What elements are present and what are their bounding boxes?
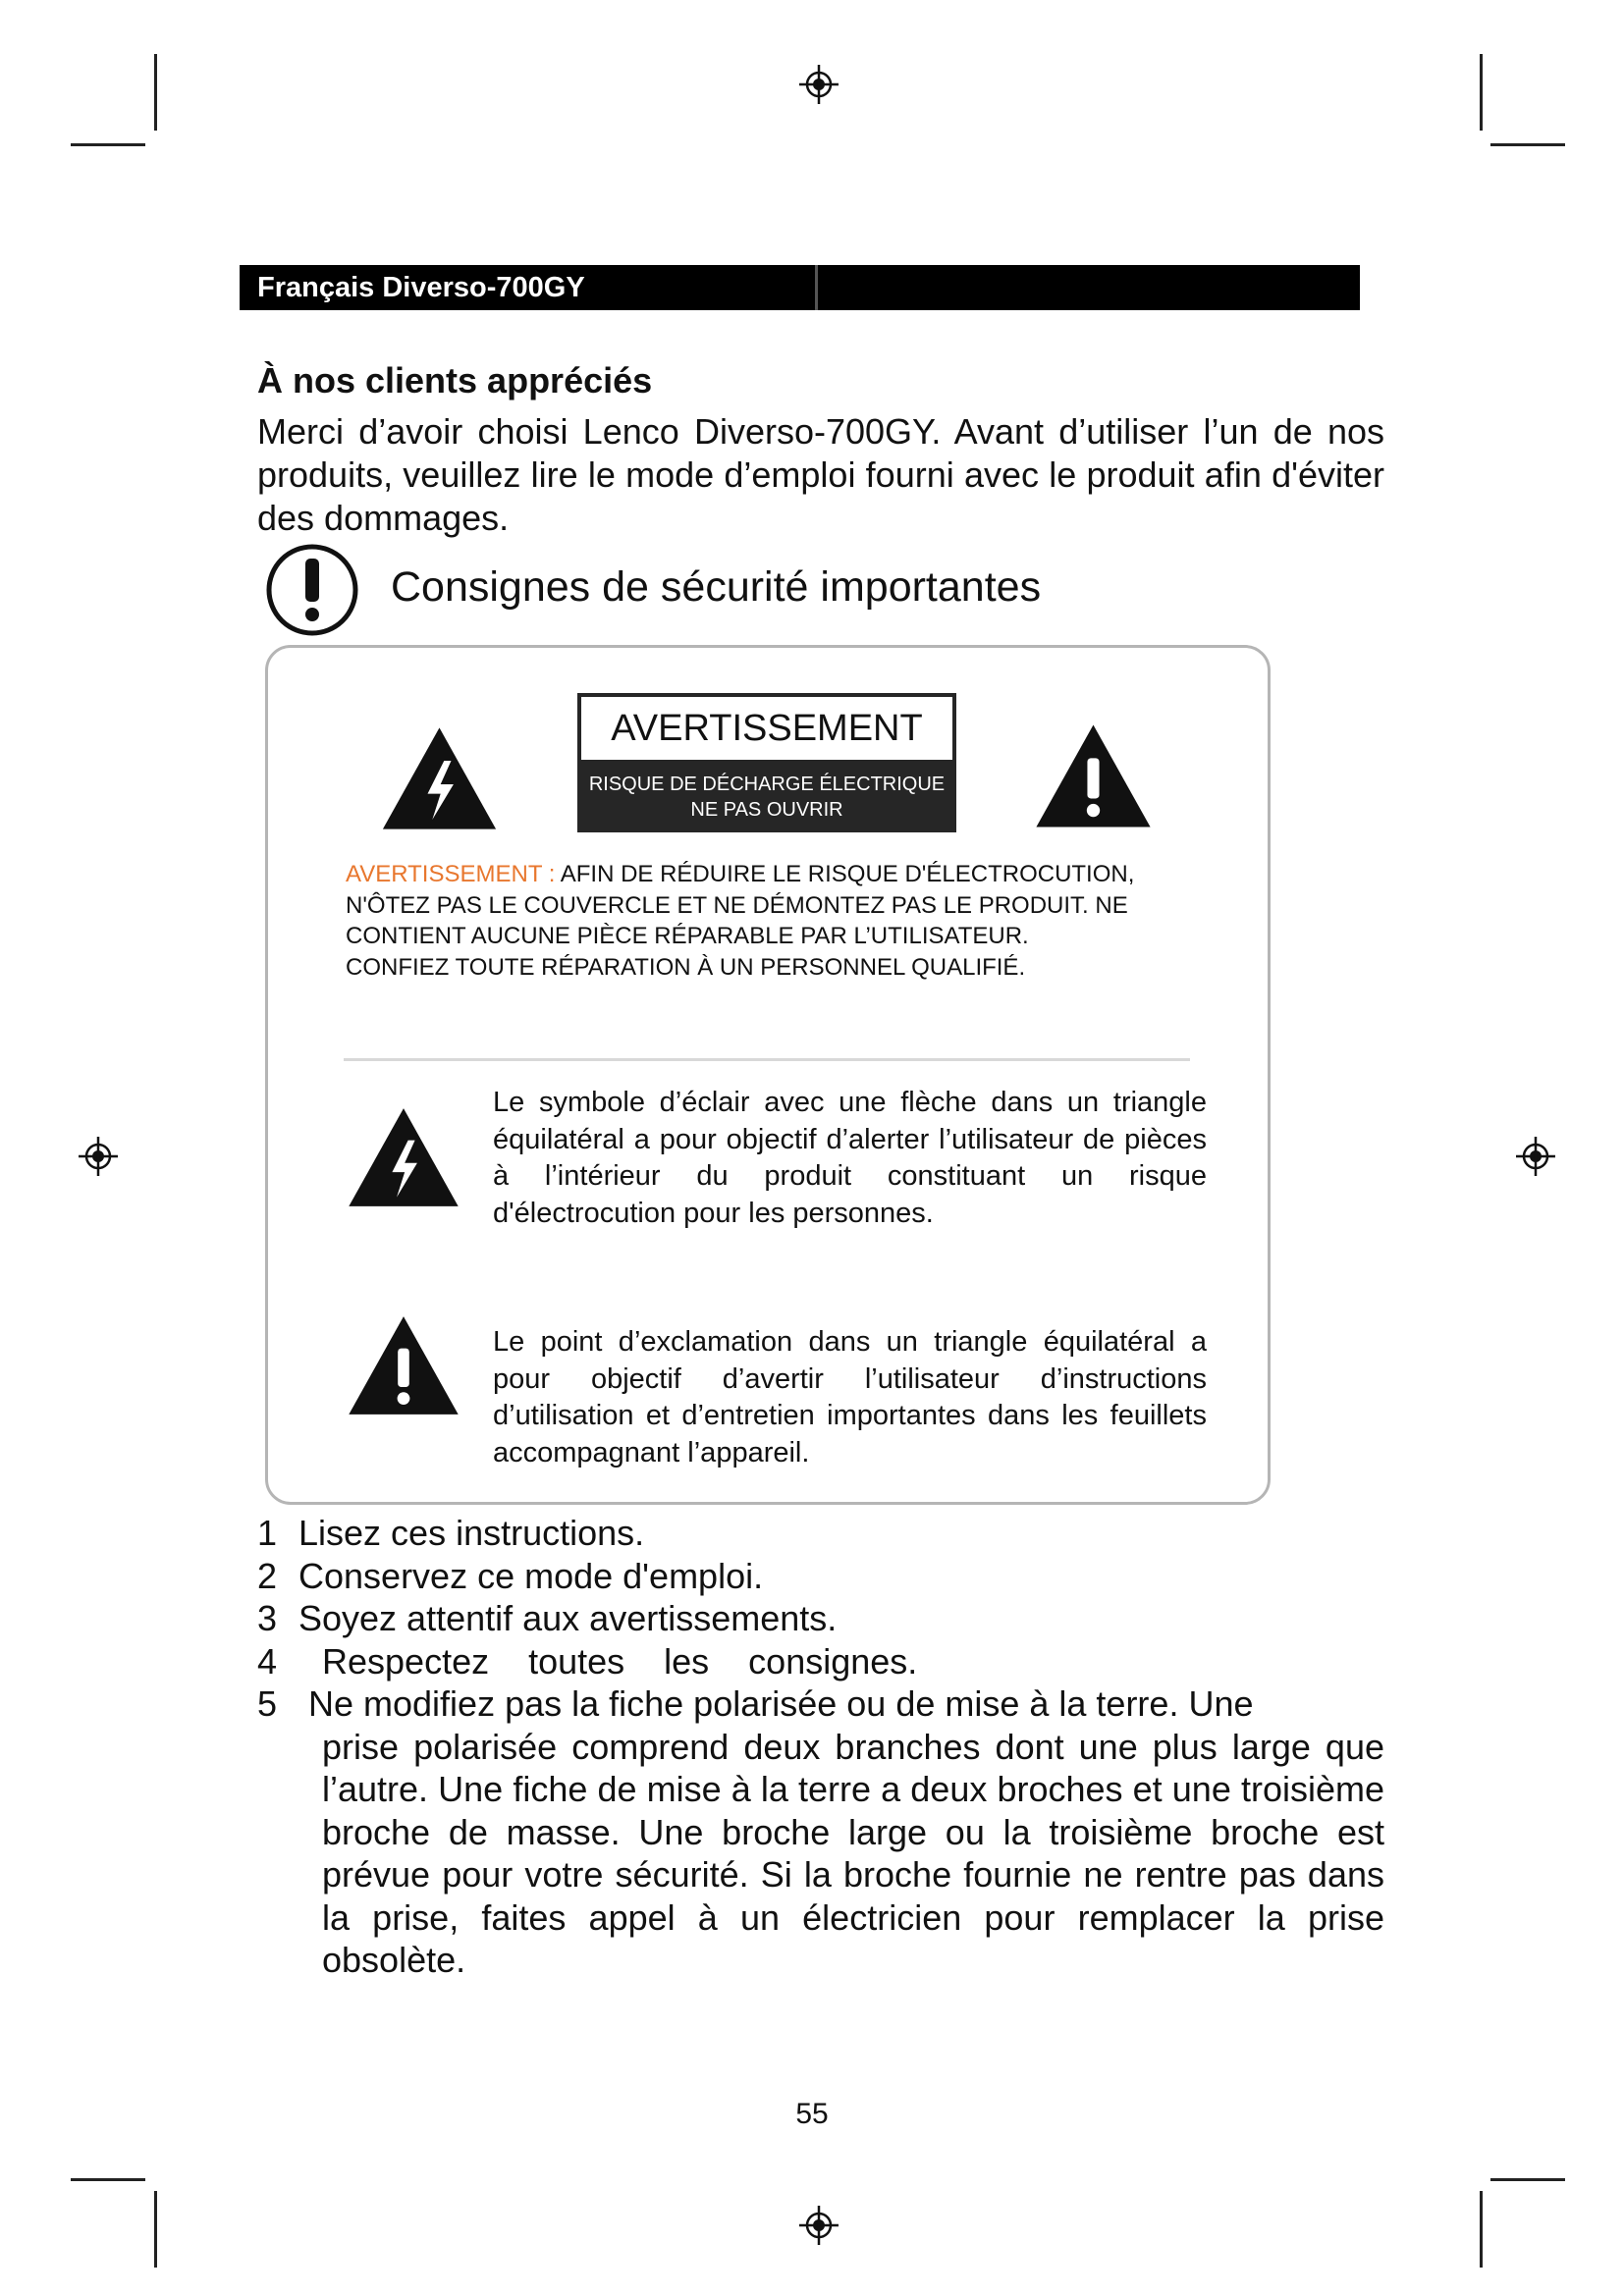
list-item-number: 5	[257, 1683, 278, 1724]
crop-mark	[1480, 2191, 1483, 2268]
crop-mark	[71, 143, 145, 146]
list-item-text: Soyez attentif aux avertissements.	[298, 1598, 838, 1638]
header-divider	[815, 265, 818, 310]
header-title: Français Diverso-700GY	[257, 272, 585, 303]
safety-heading: Consignes de sécurité importantes	[391, 563, 1042, 611]
list-item-text: Respectez toutes les consignes.	[322, 1640, 918, 1682]
crop-mark	[71, 2178, 145, 2181]
list-item	[257, 1555, 1384, 1598]
header-bar	[240, 265, 1360, 310]
list-item-text: Conservez ce mode d'emploi.	[298, 1555, 764, 1596]
registration-mark-icon	[1516, 1137, 1555, 1176]
exclamation-warning-icon	[1034, 722, 1153, 829]
list-item	[257, 1682, 1384, 1982]
lightning-symbol-text: Le symbole d’éclair avec une flèche dans un triangle équilatéral a pour objectif d’alerter l’utilisateur de pièces à l’intérieur du produit constituant un risque d'électrocution pour les personnes.	[493, 1087, 1207, 1229]
list-item-text-continued: prise polarisée comprend deux branches dont une plus large que l’autre. Une fiche de mise à la terre a deux broches et une troisième broche de masse. Une broche large ou la troisième broche est prévue pour votre sécurité. Si la broche fournie ne rentre pas dans la prise, faites appel à un électricien pour remplacer la prise obsolète.	[322, 1726, 1384, 1980]
crop-mark	[1490, 2178, 1565, 2181]
exclamation-symbol-text: Le point d’exclamation dans un triangle équilatéral a pour objectif d’avertir l’utilisateur d’instructions d’utilisation et d’entretien importantes dans les feuillets accompagnant l’appareil.	[493, 1326, 1207, 1468]
list-item-number: 1	[257, 1513, 278, 1553]
list-item	[257, 1512, 1384, 1555]
warning-label	[577, 693, 956, 832]
warning-label-line2: NE PAS OUVRIR	[690, 799, 843, 821]
warning-last-line: CONFIEZ TOUTE RÉPARATION À UN PERSONNEL QUALIFIÉ.	[346, 953, 1026, 981]
warning-prefix: AVERTISSEMENT :	[346, 861, 561, 887]
crop-mark	[154, 54, 157, 131]
warning-body: AFIN DE RÉDUIRE LE RISQUE D'ÉLECTROCUTION, N'ÔTEZ PAS LE COUVERCLE ET NE DÉMONTEZ PAS LE PRODUIT. NE CONTIENT AUCUNE PIÈCE RÉPARABLE PAR L’UTILISATEUR.	[346, 861, 1135, 949]
warning-label-title: AVERTISSEMENT	[581, 697, 952, 760]
registration-mark-icon	[799, 65, 839, 104]
warning-text	[346, 859, 1210, 983]
list-item-number: 2	[257, 1555, 278, 1596]
list-item	[257, 1597, 1384, 1640]
list-item-text: Ne modifiez pas la fiche polarisée ou de mise à la terre. Une	[308, 1683, 1254, 1724]
warning-label-line1: RISQUE DE DÉCHARGE ÉLECTRIQUE	[588, 774, 946, 795]
lightning-warning-icon	[347, 1103, 460, 1211]
crop-mark	[1490, 143, 1565, 146]
list-item-number: 3	[257, 1598, 278, 1638]
crop-mark	[154, 2191, 157, 2268]
warning-separator	[344, 1058, 1190, 1061]
list-item-text: Lisez ces instructions.	[298, 1513, 645, 1553]
exclamation-circle-icon	[265, 543, 359, 637]
intro-paragraph: Merci d’avoir choisi Lenco Diverso-700GY. Avant d’utiliser l’un de nos produits, veuillez lire le mode d’emploi fourni avec le produit afin d'éviter des dommages.	[257, 411, 1384, 538]
list-item-number: 4	[257, 1640, 278, 1682]
registration-mark-icon	[799, 2206, 839, 2245]
instruction-list	[257, 1512, 1384, 1982]
exclamation-warning-icon	[347, 1312, 460, 1418]
lightning-warning-icon	[380, 725, 499, 831]
registration-mark-icon	[79, 1137, 118, 1176]
list-item	[257, 1640, 1384, 1683]
crop-mark	[1480, 54, 1483, 131]
page-number: 55	[795, 2098, 829, 2130]
greeting-heading: À nos clients appréciés	[257, 360, 653, 400]
